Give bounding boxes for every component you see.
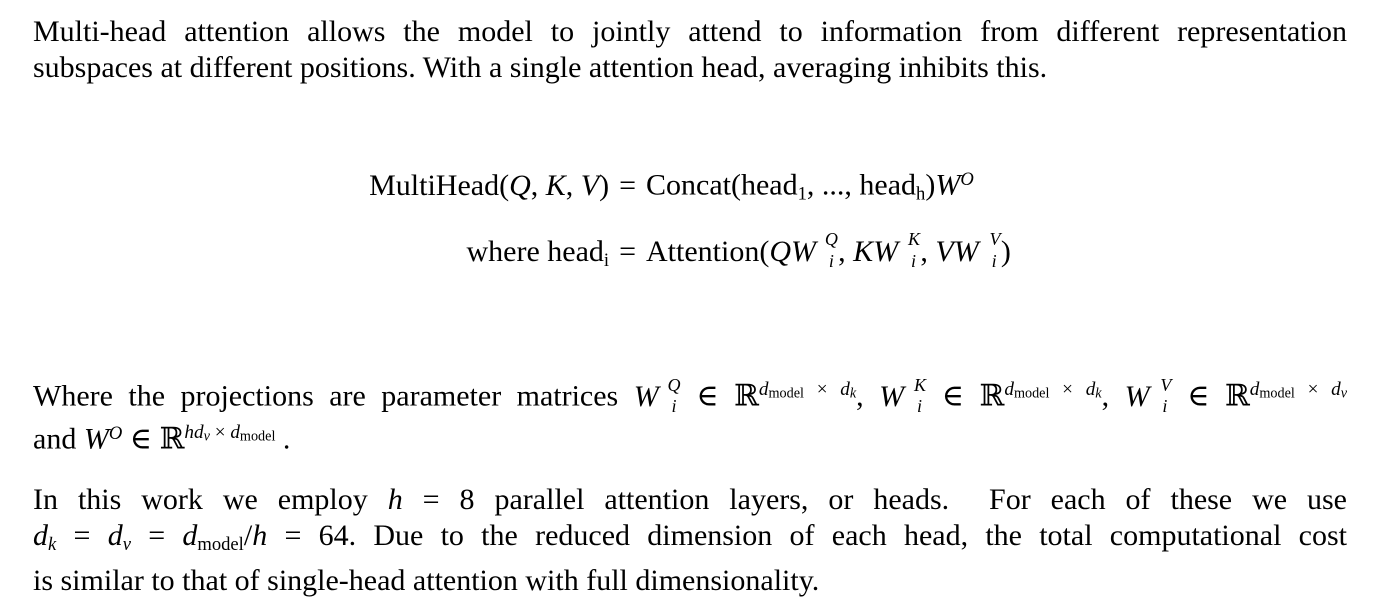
math-token: model	[1013, 385, 1050, 402]
math-token: , ..., head	[806, 168, 917, 202]
text-line	[33, 372, 1347, 415]
text-line	[33, 563, 1347, 599]
math-superscript-group	[1004, 379, 1101, 400]
math-token: ×	[209, 421, 231, 443]
math-token: d	[230, 421, 240, 443]
math-token: Concat(head	[646, 168, 798, 202]
math-token: )	[925, 168, 936, 202]
math-subscript: i	[828, 250, 834, 271]
math-token: 1	[797, 183, 807, 205]
math-base: W	[633, 379, 659, 413]
math-token: is similar to that of single-head attention with full dimensionality.	[33, 564, 820, 598]
math-base-with-scripts	[879, 374, 926, 417]
math-token: hd	[184, 421, 204, 443]
math-token: d	[758, 379, 769, 401]
math-token: Multi-head attention allows the model to jointly attend to information from different representation	[33, 15, 1347, 48]
math-token: v	[203, 428, 210, 445]
math-token: where head	[466, 234, 604, 268]
math-token: model	[197, 534, 244, 556]
equation-multihead-definition	[369, 158, 1011, 282]
math-token: /	[243, 519, 253, 553]
math-base: W	[879, 379, 905, 413]
math-token: k	[1095, 385, 1102, 402]
equals-sign: =	[619, 234, 636, 268]
math-base-with-scripts	[1124, 374, 1172, 417]
math-subscript: i	[911, 250, 917, 271]
math-token: K	[853, 234, 874, 268]
math-token: .	[275, 422, 291, 456]
math-token: h	[916, 183, 926, 205]
math-subscript: i	[916, 396, 922, 417]
math-token: )	[599, 168, 610, 202]
math-token: Q	[509, 168, 531, 202]
math-token: O	[108, 422, 123, 444]
math-token: ,	[1101, 379, 1125, 413]
math-token: d	[1085, 379, 1096, 401]
math-token: =	[130, 519, 183, 553]
math-superscript: Q	[667, 374, 681, 395]
math-token: Q	[769, 234, 791, 268]
math-subscript: i	[671, 396, 677, 417]
equals-sign: =	[619, 168, 636, 202]
math-token: K	[545, 168, 566, 202]
math-token: ,	[856, 379, 880, 413]
paragraph-multihead-intro	[33, 14, 1347, 86]
math-token: subspaces at different positions. With a single attention head, averaging inhibits this.	[33, 51, 1048, 84]
math-token: ,	[920, 234, 936, 268]
text-line	[33, 482, 1347, 518]
math-token: )	[1000, 234, 1011, 268]
math-base: W	[953, 234, 979, 268]
math-base-with-scripts	[790, 229, 838, 271]
paragraph-heads-dimensions	[33, 482, 1347, 599]
math-token: ∈ ℝ	[680, 379, 759, 413]
math-token: = 64. Due to the reduced dimension of each head, the total computational cost	[267, 519, 1347, 553]
math-token: d	[33, 519, 48, 553]
math-superscript-group	[759, 379, 856, 400]
math-token: model	[239, 428, 276, 445]
text-line	[33, 50, 1347, 86]
math-token: d	[1004, 379, 1014, 401]
math-base-with-scripts	[873, 229, 921, 271]
math-token: k	[849, 385, 857, 402]
text-line	[33, 14, 1347, 50]
math-token: ×	[1294, 379, 1332, 401]
math-base: W	[790, 234, 816, 268]
math-token: i	[603, 249, 610, 271]
equation-rhs	[646, 158, 1011, 217]
math-token: MultiHead(	[369, 168, 510, 202]
paragraph-projection-matrices	[33, 372, 1347, 457]
math-token: model	[768, 385, 804, 402]
math-token: d	[182, 519, 198, 553]
math-token: model	[1259, 385, 1295, 402]
math-superscript: K	[913, 374, 926, 395]
math-token: W	[935, 168, 961, 202]
equation-lhs	[369, 164, 609, 208]
math-token: k	[48, 534, 57, 556]
math-superscript-group	[184, 422, 275, 443]
math-superscript: V	[989, 229, 1001, 250]
math-token: In this work we employ	[33, 483, 388, 517]
math-base-with-scripts	[633, 374, 681, 417]
math-token: W	[83, 422, 109, 456]
math-token: ∈ ℝ	[122, 422, 185, 456]
math-token: ×	[1049, 379, 1086, 401]
math-token: = 8 parallel attention layers, or heads. For each of these we use	[402, 483, 1347, 517]
math-token: ,	[565, 168, 581, 202]
math-token: d	[1331, 379, 1341, 401]
math-token: O	[960, 169, 974, 190]
math-token: Where the projections are parameter matrices	[33, 379, 634, 413]
math-token: =	[56, 519, 108, 553]
math-base-with-scripts	[953, 229, 1001, 271]
math-token: v	[122, 534, 131, 556]
math-base: W	[873, 234, 899, 268]
equation-lhs	[369, 230, 609, 283]
math-token: V	[580, 168, 600, 202]
math-token: ∈ ℝ	[926, 379, 1005, 413]
math-token: h	[252, 519, 268, 553]
math-token: Attention(	[646, 234, 770, 268]
math-token: V	[935, 234, 954, 268]
math-superscript: V	[1160, 374, 1172, 395]
math-token: ×	[803, 379, 841, 401]
math-token: h	[387, 483, 403, 517]
math-token: d	[107, 519, 123, 553]
math-subscript: i	[1162, 396, 1168, 417]
math-token: and	[33, 422, 84, 456]
math-superscript-group	[1250, 379, 1347, 400]
math-token: d	[1249, 379, 1260, 401]
math-base: W	[1124, 379, 1150, 413]
math-superscript: K	[908, 229, 921, 250]
math-subscript: i	[991, 250, 997, 271]
math-token: d	[840, 379, 850, 401]
math-token: ∈ ℝ	[1171, 379, 1250, 413]
math-token: ,	[838, 234, 854, 268]
equation-rhs	[646, 230, 1011, 274]
math-superscript: Q	[824, 229, 838, 250]
math-token: ,	[530, 168, 546, 202]
math-token: v	[1340, 385, 1348, 402]
text-line	[33, 415, 1347, 458]
text-line	[33, 518, 1347, 563]
